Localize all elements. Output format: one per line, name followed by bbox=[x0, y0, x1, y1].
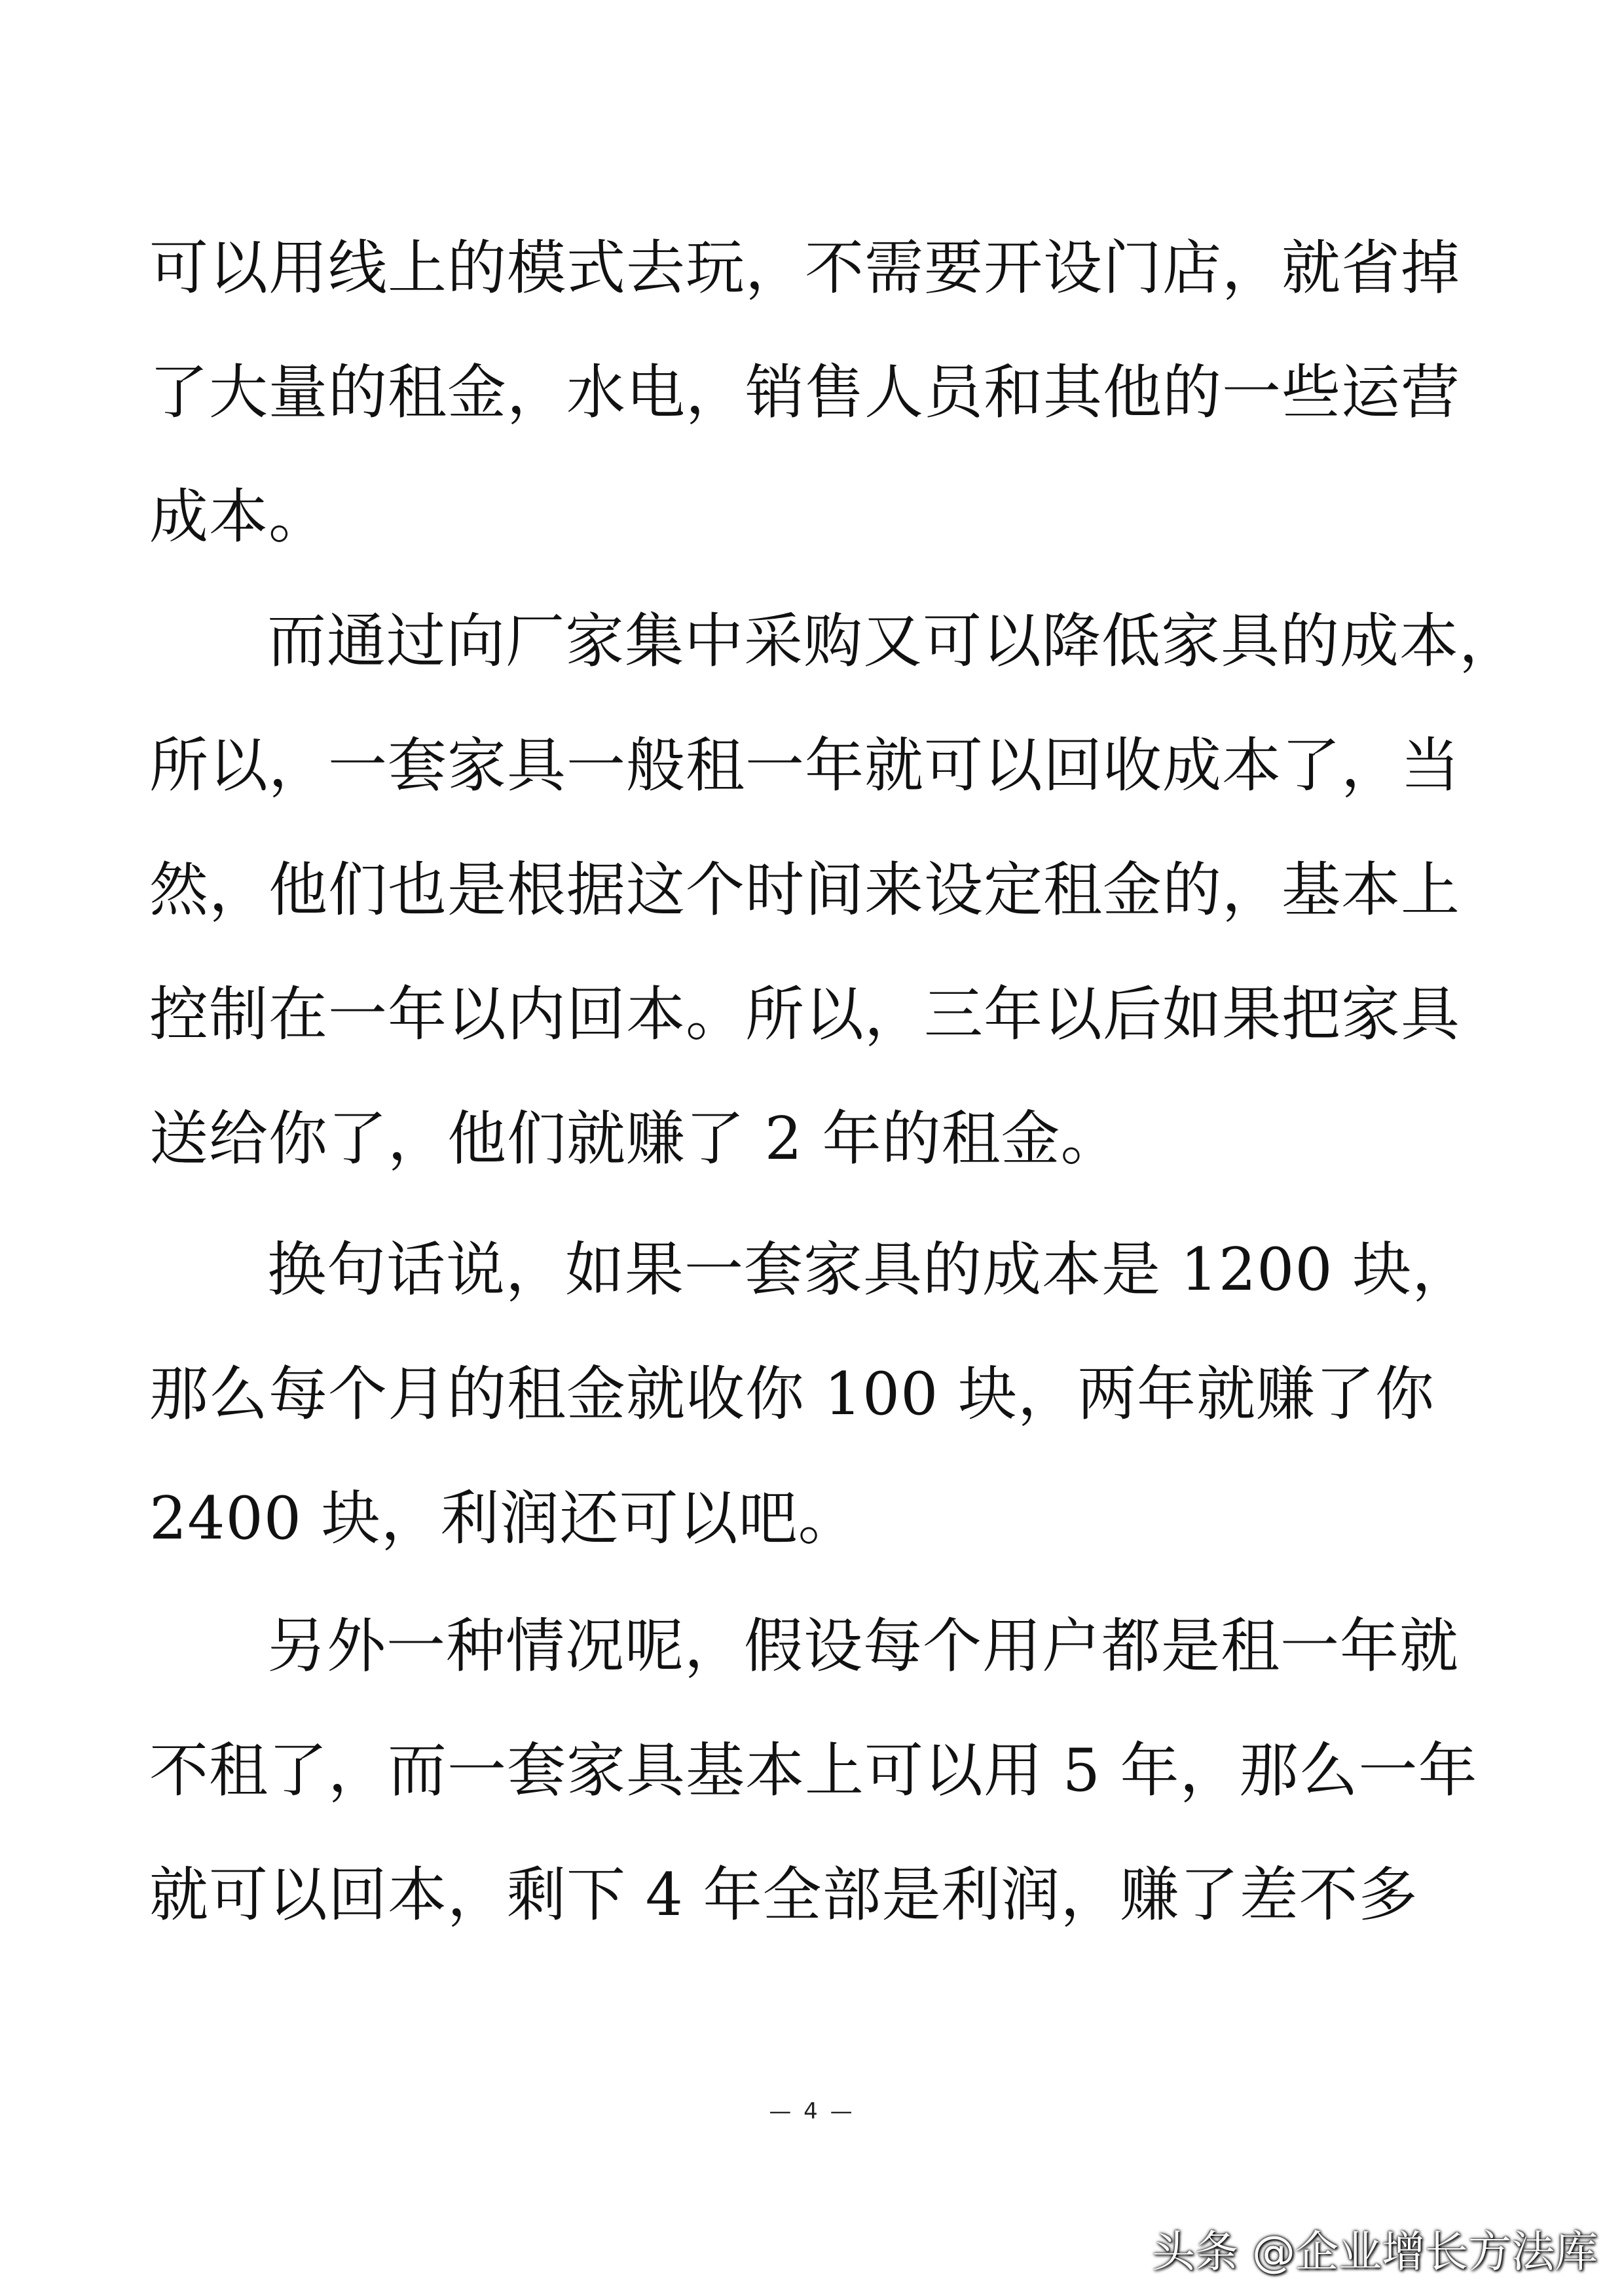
text-line: 不租了，而一套家具基本上可以用 5 年，那么一年 bbox=[149, 1736, 1478, 1805]
text-line: 换句话说，如果一套家具的成本是 1200 块， bbox=[267, 1235, 1472, 1304]
text-line: 2400 块，利润还可以吧。 bbox=[149, 1484, 858, 1553]
text-line: 送给你了，他们就赚了 2 年的租金。 bbox=[149, 1104, 1120, 1173]
text-line: 那么每个月的租金就收你 100 块，两年就赚了你 bbox=[149, 1360, 1435, 1429]
text-line: 而通过向厂家集中采购又可以降低家具的成本， bbox=[267, 607, 1519, 676]
text-line: 了大量的租金，水电，销售人员和其他的一些运营 bbox=[149, 358, 1460, 427]
text-line: 成本。 bbox=[149, 483, 328, 551]
text-line: 就可以回本，剩下 4 年全部是利润，赚了差不多 bbox=[149, 1861, 1418, 1929]
text-line: 可以用线上的模式去玩，不需要开设门店，就省掉 bbox=[149, 234, 1460, 302]
text-line: 另外一种情况呢，假设每个用户都是租一年就 bbox=[267, 1612, 1459, 1681]
page-number: — 4 — bbox=[769, 2098, 855, 2124]
text-line: 所以，一套家具一般租一年就可以回收成本了，当 bbox=[149, 731, 1460, 800]
text-line: 控制在一年以内回本。所以，三年以后如果把家具 bbox=[149, 980, 1460, 1049]
text-line: 然，他们也是根据这个时间来设定租金的，基本上 bbox=[149, 856, 1460, 924]
watermark: 头条 @企业增长方法库 bbox=[1152, 2227, 1598, 2277]
